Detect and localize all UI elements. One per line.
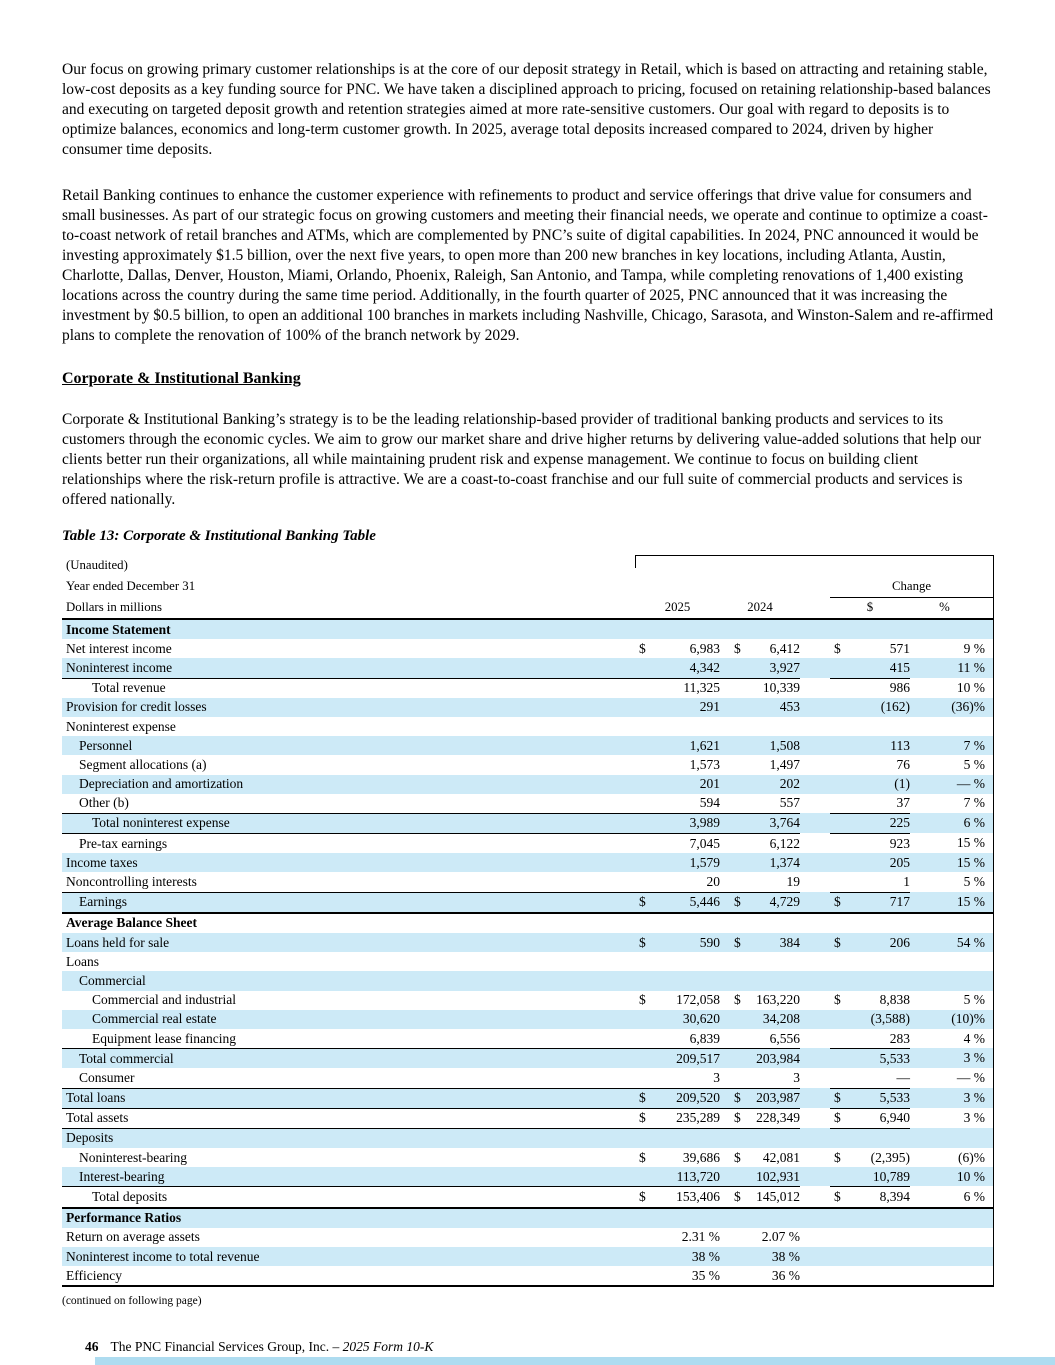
column-header-2024: 2024 [747,600,773,614]
table-caption: Table 13: Corporate & Institutional Banking Table [62,528,376,544]
dollars-in-millions-label: Dollars in millions [66,600,162,614]
table-row: Return on average assets 2.31 % 2.07 % [66,1229,800,1245]
page-number: 46 [85,1339,99,1355]
paragraph-retail-banking: Retail Banking continues to enhance the customer experience with refinements to product and service offerings that drive value for consumers and small businesses. As part of our strategic focus on growing customers and meeting their financial needs, we operate and continue to optimize a coast-to-coast network of retail branches and ATMs, which are complemented by PNC’s suite of digital capabilities. In 2024, PNC announced it would be investing approximately $1.5 billion, over the next five years, to open more than 200 new branches in key locations, including Atlanta, Austin, Charlotte, Dallas, Denver, Houston, Miami, Orlando, Phoenix, Raleigh, San Antonio, and Tampa, while completing renovations of 1,400 existing locations across the country during the same time period. Additionally, in the fourth quarter of 2025, PNC announced that it was increasing the investment by $0.5 billion, to open an additional 100 branches in markets including Nashville, Chicago, Sarasota, and Winston-Salem and re-affirmed plans to complete the renovation of 100% of the branch network by 2029. [62,187,994,344]
table-row: Loans held for sale $ 590 $ 384 $ 206 54 % [62,933,993,952]
bottom-bar [95,1357,1055,1365]
year-ended-label: Year ended December 31 [66,579,196,593]
paragraph-cib-strategy: Corporate & Institutional Banking’s strategy is to be the leading relationship-based provider of traditional banking products and services to its customers through the economic cycles. We aim to grow our market share and drive higher returns by delivering value-added solutions that help our clients better run their organizations, all while maintaining prudent risk and expense management. We continue to focus on building client relationships where the risk-return profile is attractive. We are a coast-to-coast franchise and our full suite of commercial products and services is offered nationally. [62,411,982,508]
table-meta-row-unaudited [62,555,993,576]
table-row: Performance Ratios [62,1207,993,1228]
table-meta-row-year [62,576,993,597]
table-row: Noninterest expense [66,718,176,734]
table-row: Loans [66,953,99,969]
table-top-left-tick [635,555,636,568]
table-row: Net interest income $ 6,983 $ 6,412 $ 571 9 % [66,640,985,656]
table-row: Noninterest income 4,342 3,927 415 11 % [62,658,993,677]
table-row: Deposits [62,1128,993,1148]
table-row: Consumer 3 3 — — % [79,1069,985,1085]
table-row: Depreciation and amortization 201 202 (1) — % [62,775,993,794]
column-header-2025: 2025 [664,600,691,614]
table-row: Average Balance Sheet [62,912,993,933]
table-row: Noncontrolling interests 20 19 1 5 % [66,874,985,890]
table-row: Interest-bearing 113,720 102,931 10,789 10 % [62,1167,993,1186]
table-row: Provision for credit losses 291 453 (162) (36)% [62,698,993,717]
footer-form-text: 2025 Form 10-K [342,1339,434,1355]
cib-financial-table [62,555,994,1287]
table-row: Income Statement [62,618,993,639]
table-row: Earnings $ 5,446 $ 4,729 $ 717 15 % [62,892,993,912]
table-column-header-row [62,597,993,618]
change-column-header: Change [830,576,993,598]
table-row: Segment allocations (a) 1,573 1,497 76 5 % [79,756,985,772]
table-row: Noninterest-bearing $ 39,686 $ 42,081 $ (2,395) (6)% [79,1149,985,1165]
footer-company-text: The PNC Financial Services Group, Inc. – [110,1339,343,1355]
table-row: Efficiency 35 % 36 % [66,1267,800,1283]
table-top-rule [635,555,993,556]
table-row: Income taxes 1,579 1,374 205 15 % [62,853,993,872]
page-footer [85,1339,995,1355]
table-row: Total commercial 209,517 203,984 5,533 3 % [62,1048,993,1068]
section-heading-corporate-institutional-banking: Corporate & Institutional Banking [62,370,301,387]
table-row: Equipment lease financing 6,839 6,556 283 4 % [92,1030,985,1046]
table-row: Commercial [62,971,993,990]
unaudited-label: (Unaudited) [66,558,128,572]
table-row: Pre-tax earnings 7,045 6,122 923 15 % [62,833,993,853]
table-row: Total assets $ 235,289 $ 228,349 $ 6,940 3 % [62,1108,993,1128]
table-row: Commercial real estate 30,620 34,208 (3,588) (10)% [62,1010,993,1029]
table-row: Total revenue 11,325 10,339 986 10 % [62,678,993,698]
continued-note: (continued on following page) [62,1295,202,1308]
paragraph-deposit-strategy: Our focus on growing primary customer relationships is at the core of our deposit strategy in Retail, which is based on attracting and retaining stable, low-cost deposits as a key funding source for PNC. We have taken a disciplined approach to pricing, focused on retaining relationship-based balances and executing on targeted deposit growth and retention strategies aimed at more rate-sensitive customers. Our goal with regard to deposits is to optimize balances, economics and long-term customer growth. In 2025, average total deposits increased compared to 2024, driven by higher consumer time deposits. [62,61,991,158]
table-row: Total loans $ 209,520 $ 203,987 $ 5,533 3 % [62,1088,993,1108]
table-row: Noninterest income to total revenue 38 % 38 % [62,1247,993,1266]
table-row: Commercial and industrial $ 172,058 $ 163,220 $ 8,838 5 % [92,992,985,1008]
table-row: Other (b) 594 557 37 7 % [79,795,985,811]
table-row: Personnel 1,621 1,508 113 7 % [62,736,993,755]
column-header-change-percent: % [939,600,950,614]
table-rows [62,618,993,1285]
table-row: Total deposits $ 153,406 $ 145,012 $ 8,394 6 % [62,1186,993,1206]
column-header-change-dollar: $ [866,600,874,614]
table-row: Total noninterest expense 3,989 3,764 225 6 % [62,813,993,833]
